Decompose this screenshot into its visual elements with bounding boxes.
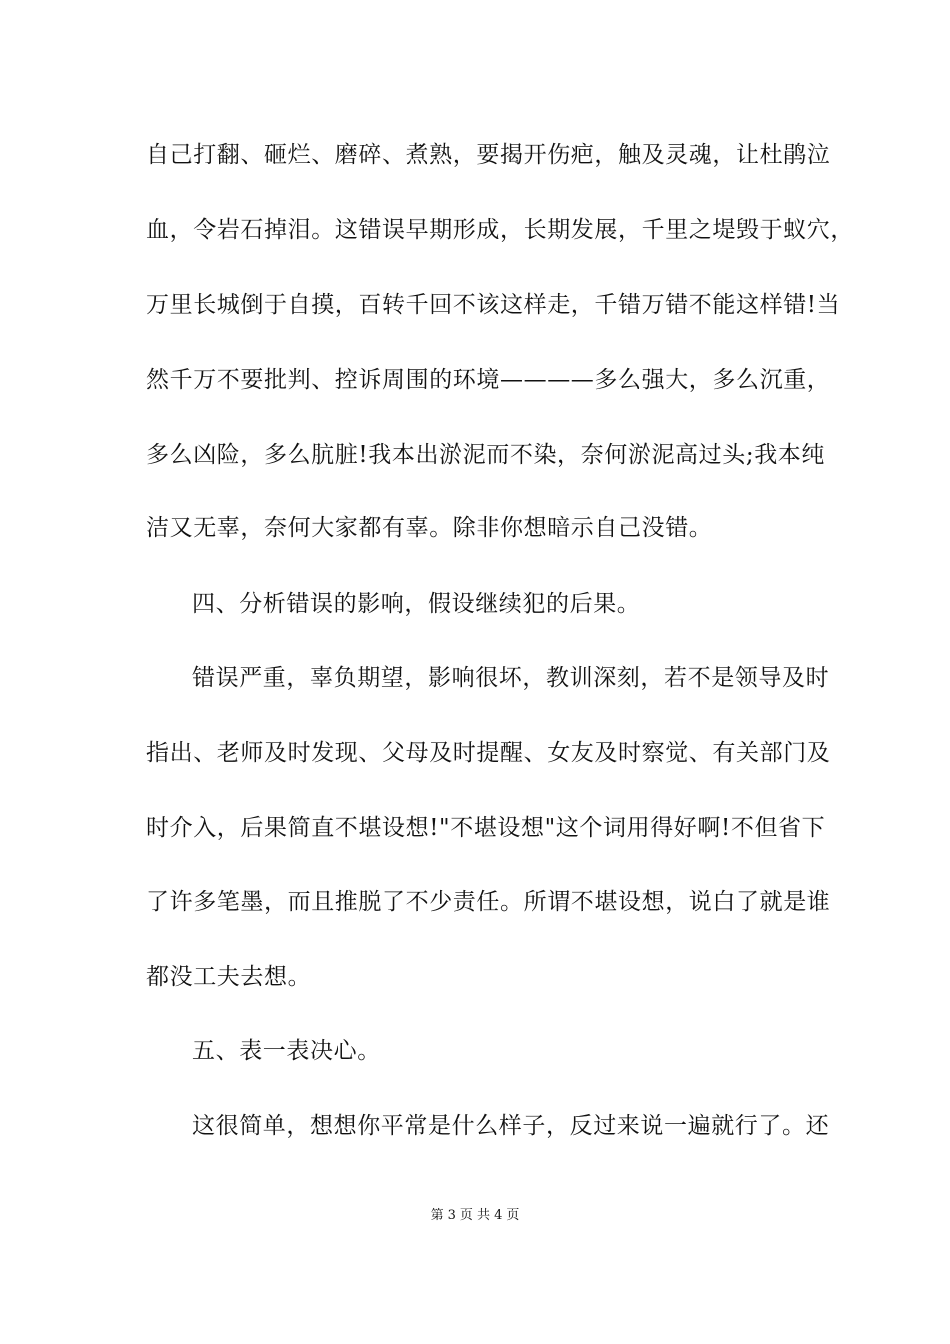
body-line-9: 指出、老师及时发现、父母及时提醒、女友及时察觉、有关部门及 [146, 740, 831, 766]
footer-current-page: 3 [447, 1208, 456, 1223]
page-footer [0, 1206, 950, 1226]
body-line-4: 然千万不要批判、控诉周围的环境————多么强大，多么沉重， [146, 367, 831, 393]
footer-suffix: 页 [506, 1208, 520, 1223]
section-heading-5: 五、表一表决心。 [192, 1038, 381, 1064]
body-line-3: 万里长城倒于自摸，百转千回不该这样走，千错万错不能这样错!当 [146, 292, 841, 318]
body-line-8: 错误严重，辜负期望，影响很坏，教训深刻，若不是领导及时 [192, 665, 830, 691]
body-line-5: 多么凶险，多么肮脏!我本出淤泥而不染，奈何淤泥高过头;我本纯 [146, 442, 825, 468]
footer-middle: 页 共 [459, 1208, 491, 1223]
body-line-6: 洁又无辜，奈何大家都有辜。除非你想暗示自己没错。 [146, 515, 713, 541]
section-heading-4: 四、分析错误的影响，假设继续犯的后果。 [192, 591, 641, 617]
body-line-10: 时介入，后果简直不堪设想!"不堪设想"这个词用得好啊!不但省下 [146, 815, 826, 841]
body-line-1: 自己打翻、砸烂、磨碎、煮熟，要揭开伤疤，触及灵魂，让杜鹃泣 [146, 142, 831, 168]
body-line-12: 都没工夫去想。 [146, 964, 312, 990]
footer-prefix: 第 [430, 1208, 444, 1223]
body-line-11: 了许多笔墨，而且推脱了不少责任。所谓不堪设想，说白了就是谁 [146, 889, 831, 915]
body-line-2: 血，令岩石掉泪。这错误早期形成，长期发展，千里之堤毁于蚁穴， [146, 217, 854, 243]
body-line-14: 这很简单，想想你平常是什么样子，反过来说一遍就行了。还 [192, 1113, 830, 1139]
footer-total-pages: 4 [494, 1208, 503, 1223]
